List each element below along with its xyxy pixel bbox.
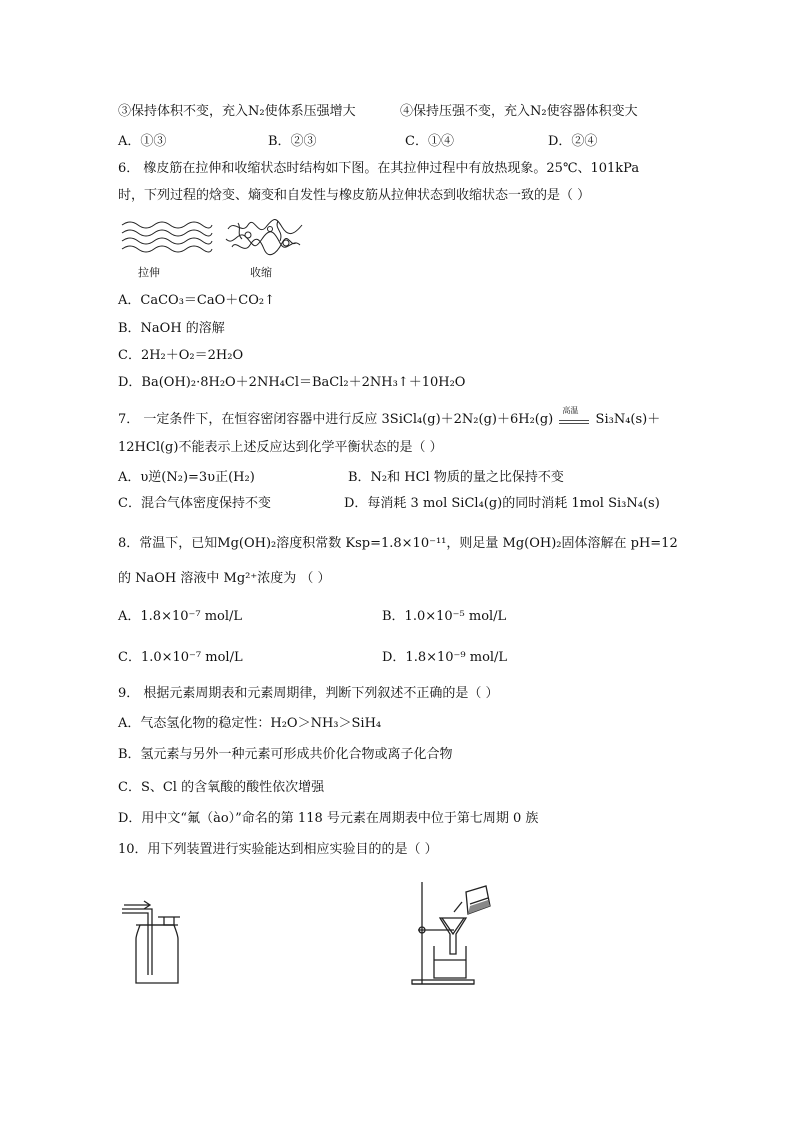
q6-option-d: D．Ba(OH)₂·8H₂O＋2NH₄Cl＝BaCl₂＋2NH₃↑＋10H₂O (118, 375, 466, 390)
q7-option-c: C．混合气体密度保持不变 (118, 496, 271, 511)
q8-option-a: A．1.8×10⁻⁷ mol/L (118, 609, 243, 624)
q5-item4: ④保持压强不变，充入N₂使容器体积变大 (400, 104, 638, 119)
q7-stem-line2: 12HCl(g)不能表示上述反应达到化学平衡状态的是（ ） (118, 440, 443, 455)
q9-option-c: C．S、Cl 的含氧酸的酸性依次增强 (118, 780, 325, 795)
q6-stem-line1: 6． 橡皮筋在拉伸和收缩状态时结构如下图。在其拉伸过程中有放热现象。25℃、101kPa (118, 161, 640, 176)
q6-stem-line2: 时，下列过程的焓变、熵变和自发性与橡皮筋从拉伸状态到收缩状态一致的是（ ） (118, 188, 591, 203)
q8-option-c: C．1.0×10⁻⁷ mol/L (118, 650, 243, 665)
q8-option-b: B．1.0×10⁻⁵ mol/L (382, 609, 507, 624)
q9-option-b: B．氢元素与另外一种元素可形成共价化合物或离子化合物 (118, 747, 453, 762)
q8-stem-line1: 8．常温下，已知Mg(OH)₂溶度积常数 Ksp=1.8×10⁻¹¹，则足量 Mg(OH)₂固体溶解在 pH=12 (118, 536, 678, 551)
q5-option-c: C．①④ (405, 134, 454, 149)
q6-option-c: C．2H₂＋O₂＝2H₂O (118, 348, 244, 363)
shrink-label: 收缩 (250, 266, 272, 279)
reaction-condition: 高温 (562, 406, 579, 415)
q7-option-d: D．每消耗 3 mol SiCl₄(g)的同时消耗 1mol Si₃N₄(s) (344, 496, 660, 511)
q8-option-d: D．1.8×10⁻⁹ mol/L (382, 650, 508, 665)
q5-item3: ③保持体积不变，充入N₂使体系压强增大 (118, 104, 356, 119)
gas-bottle-apparatus (118, 895, 188, 987)
q7-reactants: 7． 一定条件下，在恒容密闭容器中进行反应 3SiCl₄(g)＋2N₂(g)＋6H₂(g) (118, 412, 554, 427)
rubber-band-figure (118, 215, 318, 263)
q6-option-a: A．CaCO₃＝CaO＋CO₂↑ (118, 293, 275, 308)
q9-option-a: A．气态氢化物的稳定性：H₂O＞NH₃＞SiH₄ (118, 716, 382, 731)
reaction-arrow (557, 406, 591, 429)
q7-products: Si₃N₄(s)＋ (595, 412, 661, 427)
filtration-apparatus (408, 878, 498, 990)
q9-option-d: D．用中文“氟（ào）”命名的第 118 号元素在周期表中位于第七周期 0 族 (118, 811, 539, 826)
q7-option-a: A．υ逆(N₂)=3υ正(H₂) (118, 470, 255, 485)
q7-stem-line1 (118, 406, 661, 429)
q5-option-b: B．②③ (268, 134, 317, 149)
stretch-label: 拉伸 (138, 266, 160, 279)
q9-stem: 9． 根据元素周期表和元素周期律，判断下列叙述不正确的是（ ） (118, 686, 499, 701)
q10-stem: 10．用下列装置进行实验能达到相应实验目的的是（ ） (118, 842, 438, 857)
q6-option-b: B．NaOH 的溶解 (118, 321, 225, 336)
q8-stem-line2: 的 NaOH 溶液中 Mg²⁺浓度为 （ ） (118, 571, 331, 586)
q5-option-d: D．②④ (548, 134, 598, 149)
q5-option-a: A．①③ (118, 134, 167, 149)
q7-option-b: B．N₂和 HCl 物质的量之比保持不变 (348, 470, 564, 485)
